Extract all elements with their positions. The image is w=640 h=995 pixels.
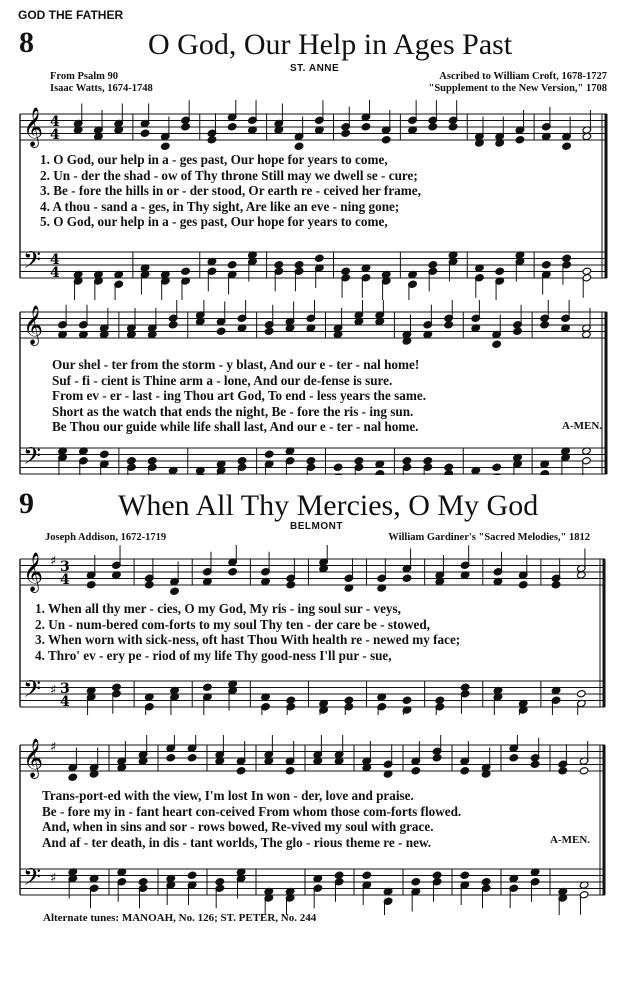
time-signature-icon: 3: [60, 559, 70, 575]
notehead: [402, 696, 412, 704]
hymn-8-music-credit: [429, 71, 608, 95]
hymn-9-verses-part-1: [35, 601, 460, 663]
notehead: [513, 327, 523, 335]
notehead: [187, 754, 197, 762]
notehead: [294, 142, 304, 150]
hymn-9-title: When All Thy Mercies, O My God: [118, 489, 539, 522]
treble-clef-icon: 𝄞: [23, 107, 44, 147]
hymn-9-verses-part-2: [42, 788, 461, 850]
notehead: [203, 683, 213, 691]
notehead: [187, 871, 197, 879]
verse-line: And af - ter death, in dis - tant worlds, The glo - rious theme re - new.: [42, 834, 432, 850]
notehead: [432, 754, 442, 762]
notehead: [341, 129, 351, 137]
verse-line: Be - fore my in - fant heart con-ceived From whom those com-forts flowed.: [42, 803, 462, 819]
music-credit-line: "Supplement to the New Version," 1708: [428, 83, 607, 94]
verse-line: Short as the watch that ends the night, Be - fore the ris - ing sun.: [52, 403, 414, 419]
notehead: [448, 123, 458, 131]
notehead: [285, 767, 295, 775]
verse-line: 2. Un - der the shad - ow of Thy throne Still may we dwell se - cure;: [40, 167, 418, 183]
verse-line: Suf - fi - cient is Thine arm a - lone, And our de-fense is sure.: [52, 372, 393, 388]
notehead: [99, 450, 109, 458]
notehead: [460, 767, 470, 775]
verse-line: 4. Thro' ev - ery pe - riod of my life Thy good-ness I'll pur - sue,: [35, 647, 392, 663]
hymn-9-number: 9: [19, 487, 34, 520]
key-signature-sharp-icon: ♯: [50, 740, 57, 755]
notehead: [361, 123, 371, 131]
notehead: [86, 581, 96, 589]
verse-line: 2. Un - num-bered com-forts to my soul Thy ten - der care be - stowed,: [35, 616, 430, 632]
notehead: [315, 254, 325, 262]
notehead: [411, 767, 421, 775]
notehead: [428, 123, 438, 131]
notehead: [181, 123, 191, 131]
notehead: [551, 581, 561, 589]
notehead: [161, 142, 171, 150]
time-signature-icon: 4: [50, 252, 60, 268]
notehead: [207, 136, 217, 144]
notehead: [402, 574, 412, 582]
notehead: [492, 463, 502, 471]
time-signature-icon: 4: [60, 694, 70, 710]
verse-line: Be Thou our guide while life shall last, And our e - ter - nal home.: [52, 419, 419, 435]
treble-clef-icon: 𝄞: [23, 552, 44, 592]
key-signature-sharp-icon: ♯: [50, 554, 57, 569]
notehead: [362, 871, 372, 879]
hymn-9-tune-name: BELMONT: [290, 521, 343, 532]
notehead: [579, 767, 589, 775]
verse-line: Trans-port-ed with the view, I'm lost In won - der, love and praise.: [42, 788, 414, 803]
verse-line: 3. When worn with sick-ness, oft hast Thou With health re - newed my face;: [35, 632, 461, 648]
notehead: [577, 690, 587, 698]
treble-clef-icon: 𝄞: [23, 305, 44, 345]
notehead: [264, 327, 274, 335]
notehead: [562, 142, 572, 150]
notehead: [381, 136, 391, 144]
hymn-8-tune-name: ST. ANNE: [290, 63, 340, 74]
time-signature-icon: 3: [60, 681, 70, 697]
bass-clef-icon: 𝄢: [23, 863, 42, 896]
time-signature-icon: 4: [50, 265, 60, 281]
section-title: GOD THE FATHER: [18, 8, 124, 22]
notehead: [540, 321, 550, 329]
hymn-8-verses-part-1: [40, 152, 421, 230]
notehead: [286, 581, 296, 589]
notehead: [227, 123, 237, 131]
notehead: [515, 136, 525, 144]
notehead: [166, 754, 176, 762]
notehead: [444, 321, 454, 329]
notehead: [170, 587, 180, 595]
music-credit-line: Ascribed to William Croft, 1678-1727: [439, 71, 607, 82]
music-credit-line: William Gardiner's "Sacred Melodies," 1812: [388, 532, 590, 543]
notehead: [333, 463, 343, 471]
notehead: [68, 773, 78, 781]
hymn-8-text-credit: [50, 71, 153, 95]
key-signature-sharp-icon: ♯: [50, 871, 57, 886]
time-signature-icon: 4: [50, 127, 60, 143]
notehead: [236, 767, 246, 775]
hymn-9-text-credit: [45, 532, 166, 544]
hymn-8-verses-part-2: [52, 357, 426, 435]
verse-line: 3. Be - fore the hills in or - der stood, Or earth re - ceived her frame,: [40, 183, 421, 199]
notehead: [144, 581, 154, 589]
notehead: [228, 568, 238, 576]
notehead: [181, 267, 191, 275]
notehead: [495, 267, 505, 275]
notehead: [216, 327, 226, 335]
verse-line: Our shel - ter from the storm - y blast, And our e - ter - nal home!: [52, 357, 420, 372]
notehead: [168, 321, 178, 329]
verse-line: 1. When all thy mer - cies, O my God, My ris - ing soul sur - veys,: [35, 601, 401, 616]
hymn-8-title: O God, Our Help in Ages Past: [148, 28, 513, 61]
verse-line: From ev - er - last - ing Thou art God, To end - less years the same.: [52, 388, 427, 404]
key-signature-sharp-icon: ♯: [50, 683, 57, 698]
time-signature-icon: 4: [50, 114, 60, 130]
text-credit-line: From Psalm 90: [50, 71, 119, 82]
notehead: [492, 340, 502, 348]
treble-clef-icon: 𝄞: [23, 738, 44, 778]
notehead: [530, 760, 540, 768]
verse-line: 1. O God, our help in a - ges past, Our hope for years to come,: [40, 152, 388, 167]
time-signature-icon: 4: [60, 572, 70, 588]
notehead: [227, 261, 237, 269]
verse-line: 5. O God, our help in a - ges past, Our hope for years to come,: [40, 214, 388, 230]
text-credit-line: Joseph Addison, 1672-1719: [45, 532, 167, 543]
hymn-9-amen: A-MEN.: [550, 834, 591, 846]
notehead: [518, 581, 528, 589]
bass-clef-icon: 𝄢: [23, 675, 42, 708]
verse-line: 4. A thou - sand a - ges, in Thy sight, Are like an eve - ning gone;: [40, 198, 400, 214]
bass-clef-icon: 𝄢: [23, 246, 42, 279]
notehead: [460, 871, 470, 879]
notehead: [558, 767, 568, 775]
text-credit-line: Isaac Watts, 1674-1748: [50, 83, 153, 94]
bass-clef-icon: 𝄢: [23, 442, 42, 475]
notehead: [411, 878, 421, 886]
notehead: [541, 261, 551, 269]
hymn-8-number: 8: [19, 26, 34, 59]
hymn-9-music-credit: [388, 532, 590, 544]
verse-line: And, when in sins and sor - rows bowed, Re-vived my soul with grace.: [42, 819, 434, 835]
notehead: [140, 129, 150, 137]
hymn-8-amen: A-MEN.: [562, 420, 603, 432]
notehead: [264, 450, 274, 458]
alternate-tunes-note: Alternate tunes: MANOAH, No. 126; ST. PETER, No. 244: [43, 912, 317, 924]
notehead: [509, 754, 519, 762]
